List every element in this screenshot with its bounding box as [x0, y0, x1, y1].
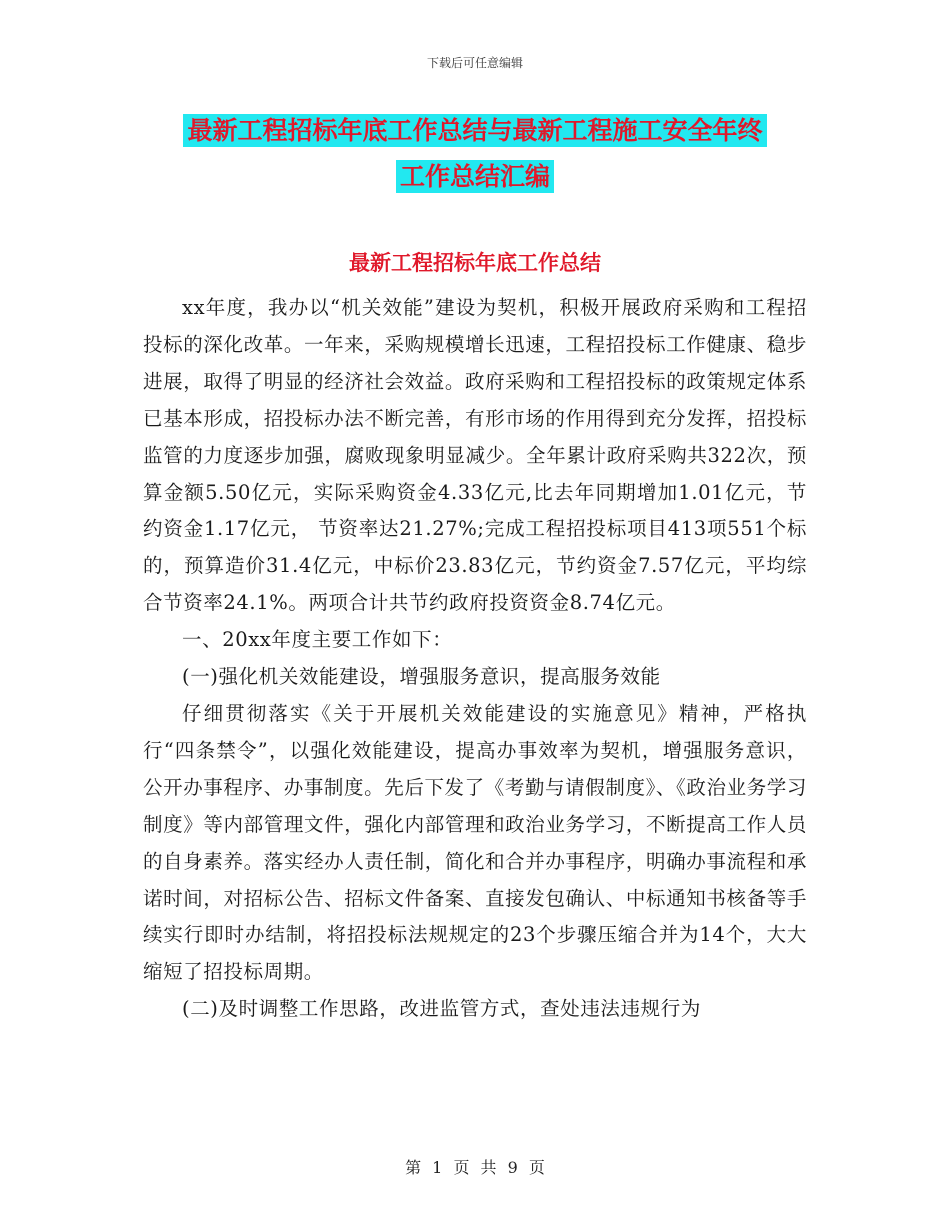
paragraph-summary: xx年度，我办以“机关效能”建设为契机，积极开展政府采购和工程招投标的深化改革。一年来，采购规模增长迅速，工程招投标工作健康、稳步进展，取得了明显的经济社会效益。政府采购和工程招投标的政策规定体系已基本形成，招投标办法不断完善，有形市场的作用得到充分发挥，招投标监管的力度逐步加强，腐败现象明显减少。全年累计政府采购共322次，预算金额5.50亿元，实际采购资金4.33亿元,比去年同期增加1.01亿元，节约资金1.17亿元， 节资率达21.27%;完成工程招投标项目413项551个标的，预算造价31.4亿元，中标价23.83亿元，节约资金7.57亿元，平均综合节资率24.1%。两项合计共节约政府投资资金8.74亿元。	[143, 296, 807, 615]
body-text	[143, 290, 807, 1028]
title-line-1: 最新工程招标年底工作总结与最新工程施工安全年终	[183, 114, 766, 147]
section-title: 最新工程招标年底工作总结	[349, 251, 601, 275]
paragraph-subheading-2: (二)及时调整工作思路，改进监管方式，查处违法违规行为	[182, 997, 701, 1021]
header-note: 下载后可任意编辑	[426, 56, 523, 70]
page-number: 第 1 页 共 9 页	[405, 1158, 545, 1177]
paragraph-heading-1: 一、20xx年度主要工作如下：	[182, 628, 453, 652]
title-line-2: 工作总结汇编	[396, 160, 554, 193]
paragraph-subheading-1: (一)强化机关效能建设，增强服务意识，提高服务效能	[182, 665, 661, 689]
document-title	[0, 108, 950, 200]
paragraph-efficiency: 仔细贯彻落实《关于开展机关效能建设的实施意见》精神，严格执行“四条禁令”，以强化效能建设，提高办事效率为契机，增强服务意识，公开办事程序、办事制度。先后下发了《考勤与请假制度》、《政治业务学习制度》等内部管理文件，强化内部管理和政治业务学习，不断提高工作人员的自身素养。落实经办人责任制，简化和合并办事程序，明确办事流程和承诺时间，对招标公告、招标文件备案、直接发包确认、中标通知书核备等手续实行即时办结制，将招投标法规规定的23个步骤压缩合并为14个，大大缩短了招投标周期。	[143, 701, 807, 984]
